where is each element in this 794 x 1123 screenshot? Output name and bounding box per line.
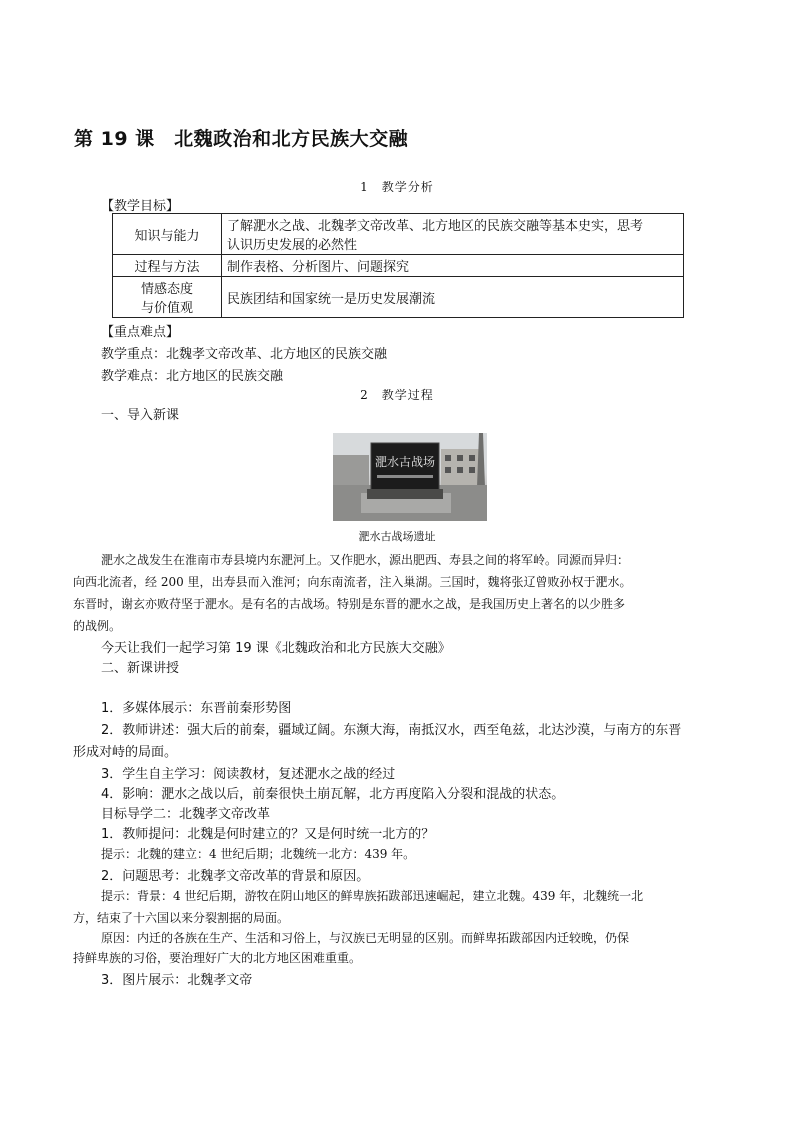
battlefield-scene: [333, 433, 487, 521]
table-row: [113, 214, 684, 255]
lesson-title: 第 19 课 北魏政治和北方民族大交融: [74, 128, 409, 150]
list-item: 3．学生自主学习：阅读教材，复述淝水之战的经过: [101, 767, 396, 782]
goal-text: 民族团结和国家统一是历史发展潮流: [222, 277, 684, 318]
guide-heading: 目标导学二：北魏孝文帝改革: [101, 807, 271, 822]
reason-text: 原因：内迁的各族在生产、生活和习俗上，与汉族已无明显的区别。而鲜卑拓跋部因内迁较晚，仍保: [101, 931, 630, 945]
battlefield-photo: [333, 433, 487, 521]
section-heading-process: 2 教学过程: [360, 388, 434, 402]
teaching-goals-table: [112, 213, 684, 318]
list-item: 2．教师讲述：强大后的前秦，疆域辽阔。东濒大海，南抵汉水，西至龟兹，北达沙漠，与南方的东晋: [101, 723, 682, 738]
today-sentence: 今天让我们一起学习第 19 课《北魏政治和北方民族大交融》: [101, 641, 451, 656]
intro-paragraph-line: 东晋时，谢玄亦败苻坚于淝水。是有名的古战场。特别是东晋的淝水之战，是我国历史上著名的以少胜多: [73, 597, 626, 611]
list-item: 3．图片展示：北魏孝文帝: [101, 973, 253, 988]
table-row: [113, 255, 684, 277]
goal-label-line: 情感态度: [140, 282, 193, 297]
key-points-heading: 【重点难点】: [101, 325, 180, 340]
list-item: 4．影响：淝水之战以后，前秦很快土崩瓦解，北方再度陷入分裂和混战的状态。: [101, 787, 565, 802]
goal-text-line: 认识历史发展的必然性: [227, 238, 358, 253]
list-item: 1．多媒体展示：东晋前秦形势图: [101, 701, 292, 716]
list-item: 2．问题思考：北魏孝文帝改革的背景和原因。: [101, 869, 370, 884]
goal-text: 制作表格、分析图片、问题探究: [222, 255, 684, 277]
hint-text: 提示：北魏的建立：4 世纪后期；北魏统一北方：439 年。: [101, 847, 416, 861]
key-point-text: 教学重点：北魏孝文帝改革、北方地区的民族交融: [101, 347, 388, 362]
part-heading-new-lesson: 二、新课讲授: [101, 661, 180, 676]
goals-heading: 【教学目标】: [101, 199, 180, 214]
part-heading-intro: 一、导入新课: [101, 408, 180, 423]
intro-paragraph-line: 向西北流者，经 200 里，出寿县而入淮河；向东南流者，注入巢湖。三国时，魏将张辽曾败孙权于淝水。: [73, 575, 632, 589]
intro-paragraph-line: 淝水之战发生在淮南市寿县境内东淝河上。又作肥水，源出肥西、寿县之间的将军岭。同源而异归：: [101, 553, 630, 567]
list-item-continuation: 形成对峙的局面。: [73, 745, 178, 760]
difficult-point-text: 教学难点：北方地区的民族交融: [101, 369, 284, 384]
hint-text-continuation: 方，结束了十六国以来分裂割据的局面。: [73, 911, 290, 925]
stone-sign-text: 淝水古战场: [374, 455, 436, 469]
goal-label: 过程与方法: [113, 255, 222, 277]
hint-text: 提示：背景：4 世纪后期，游牧在阴山地区的鲜卑族拓跋部迅速崛起，建立北魏。439 年，北魏统一北: [101, 889, 644, 903]
goal-label: [113, 277, 222, 318]
photo-caption: 淝水古战场遗址: [358, 530, 436, 543]
goal-text: [222, 214, 684, 255]
table-row: [113, 277, 684, 318]
section-heading-analysis: 1 教学分析: [360, 180, 434, 194]
list-item: 1．教师提问：北魏是何时建立的？又是何时统一北方的？: [101, 827, 435, 842]
goal-label: 知识与能力: [113, 214, 222, 255]
intro-paragraph-line: 的战例。: [73, 619, 122, 633]
reason-text-continuation: 持鲜卑族的习俗，要治理好广大的北方地区困难重重。: [73, 951, 362, 965]
goal-label-line: 与价值观: [140, 301, 193, 316]
goal-text-line: 了解淝水之战、北魏孝文帝改革、北方地区的民族交融等基本史实，思考: [227, 219, 644, 234]
